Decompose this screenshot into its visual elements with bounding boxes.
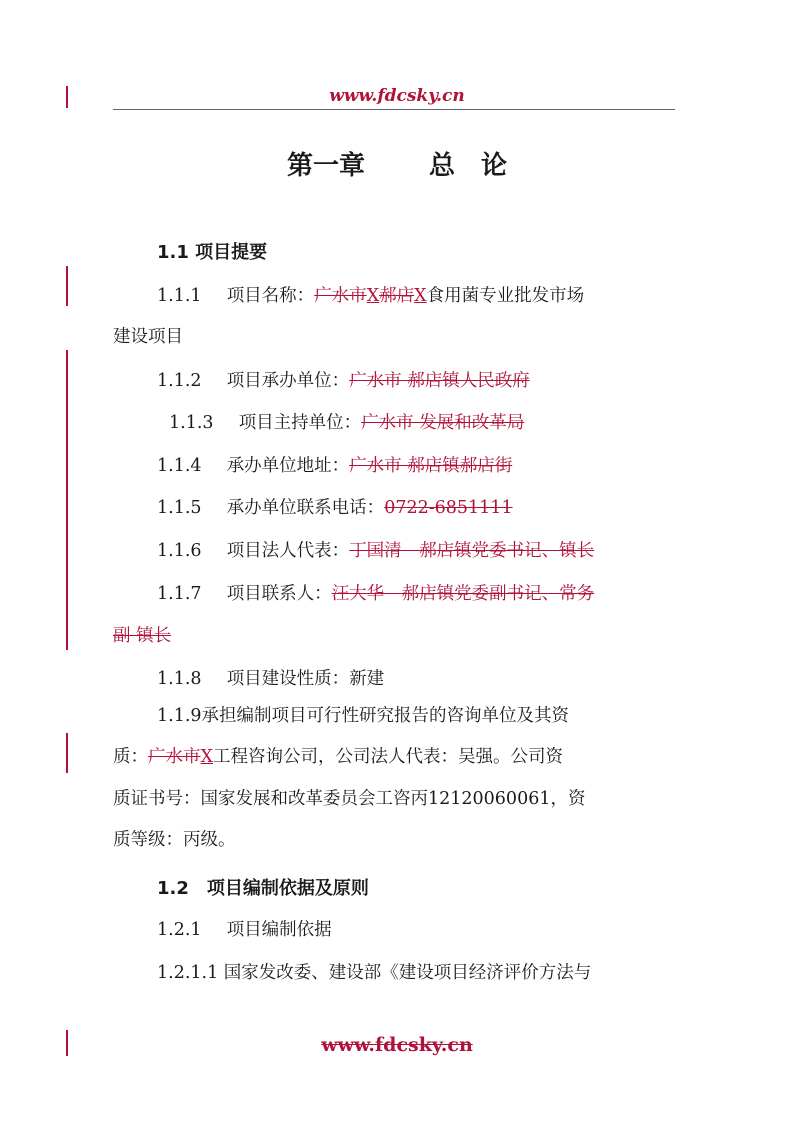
item-value: 食用菌专业批发市场 [426,286,585,306]
change-bar [66,733,68,773]
item-value: 新建 [349,669,385,689]
item-number: 1.1.5 [157,498,202,518]
deleted-text: 0722-6851111 [384,498,513,518]
item-number: 1.1.7 [157,584,202,604]
item-label: 项目名称： [226,286,315,306]
chapter-name: 总 论 [429,151,508,181]
item-number: 1.1.3 [169,413,214,433]
item-number: 1.2.1 [157,920,202,940]
item-number: 1.1.8 [157,669,202,689]
item-1-2-1-1: 1.2.1.1 国家发改委、建设部《建设项目经济评价方法与 [157,963,592,983]
item-1-1-1-cont: 建设项目 [113,327,183,347]
item-label: 项目主持单位： [238,413,362,433]
item-label: 项目建设性质： [226,669,350,689]
chapter-number: 第一章 [286,151,365,181]
item-1-1-5 [157,494,513,519]
deleted-text: 广水市 [148,747,201,767]
deleted-text: 丁国清 郝店镇党委书记、镇长 [349,541,595,561]
chapter-title [0,145,794,182]
item-1-1-9-line4: 质等级：丙级。 [113,830,236,850]
item-1-1-9-line3: 质证书号：国家发展和改革委员会工咨丙12120060061，资 [113,789,586,809]
item-1-2-1 [157,916,332,941]
item-label: 项目法人代表： [226,541,350,561]
item-1-1-3 [169,409,524,434]
item-label: 承办单位地址： [226,456,350,476]
inserted-text: X [200,747,213,767]
item-label: 承办单位联系电话： [226,498,385,518]
section-heading-1-1: 1.1 项目提要 [157,242,268,263]
item-number: 1.1.2 [157,371,202,391]
inserted-text: X [366,286,380,306]
item-1-1-8 [157,665,384,690]
deleted-text: 广水市 郝店镇人民政府 [349,371,530,391]
deleted-text: 郝店 [379,286,415,306]
item-1-1-9-line1: 1.1.9承担编制项目可行性研究报告的咨询单位及其资 [157,706,570,726]
item-number: 1.1.1 [157,286,202,306]
change-bar [66,350,68,650]
item-1-1-1 [157,282,584,307]
deleted-text: 广水市 发展和改革局 [361,413,525,433]
footer-url: www.fdcsky.cn [321,1034,473,1056]
item-1-1-2 [157,367,530,392]
item-1-1-6 [157,537,594,562]
section-heading-1-2: 1.2 项目编制依据及原则 [157,878,369,899]
item-1-1-4 [157,452,512,477]
item-1-1-9-line2: 质：广水市X工程咨询公司，公司法人代表：吴强。公司资 [113,747,563,767]
header-url: www.fdcsky.cn [329,86,465,106]
item-number: 1.1.4 [157,456,202,476]
item-label: 项目编制依据 [226,920,332,940]
item-number: 1.1.6 [157,541,202,561]
item-1-1-7 [157,580,594,605]
deleted-text: 广水市 [314,286,367,306]
item-1-1-7-cont: 副 镇长 [113,626,172,646]
deleted-text: 广水市 郝店镇郝店街 [349,456,513,476]
change-bar [66,266,68,306]
header-divider [113,109,675,110]
inserted-text: X [414,286,427,306]
item-label: 项目联系人： [226,584,332,604]
item-label: 项目承办单位： [226,371,350,391]
deleted-text: 汪大华 郝店镇党委副书记、常务 [331,584,595,604]
